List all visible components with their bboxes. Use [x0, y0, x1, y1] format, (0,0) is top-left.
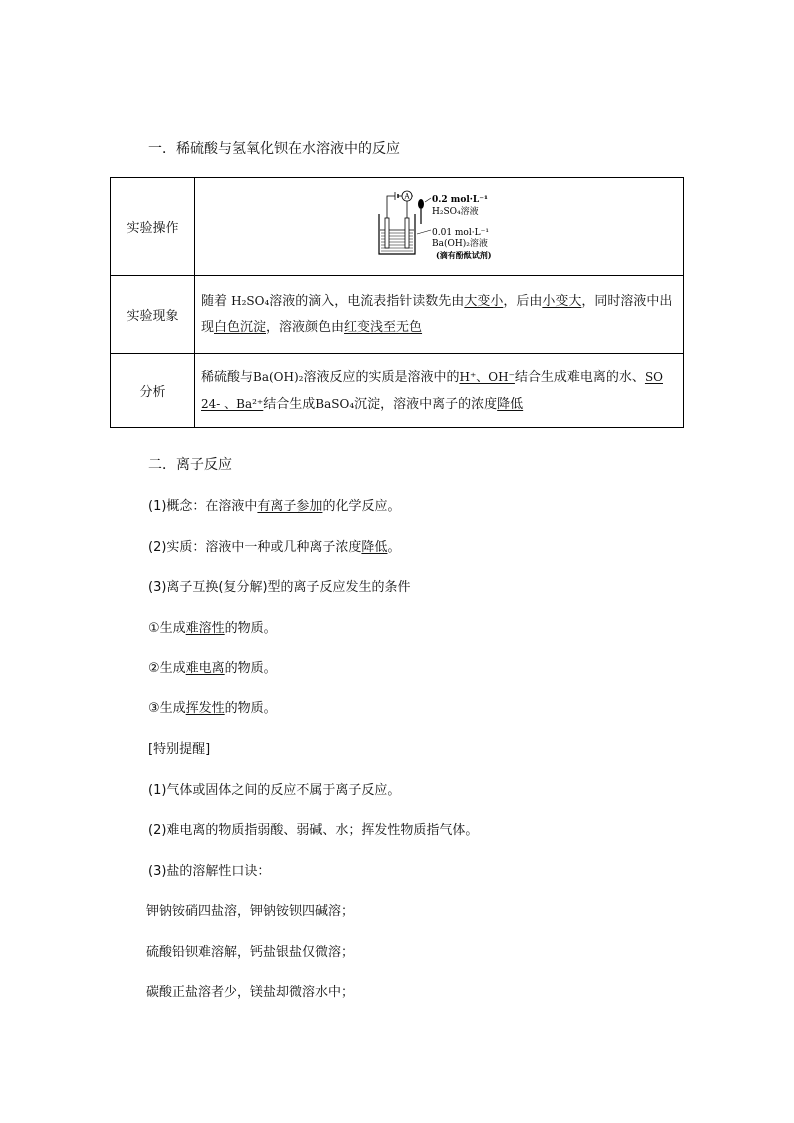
answer-blank: 降低	[497, 396, 524, 412]
text-segment: ②生成	[148, 661, 186, 676]
text-segment: 沉淀，溶液中离子的浓度	[354, 396, 498, 412]
text-segment: 稀硫酸与	[201, 369, 254, 385]
text-segment: 的物质。	[224, 621, 277, 636]
text-segment: 结合生成	[263, 396, 316, 412]
solution2-label: Ba(OH)₂溶液	[432, 238, 488, 249]
tip-2: (2)难电离的物质指弱酸、弱碱、水；挥发性物质指气体。	[148, 823, 479, 838]
text-segment: 结合生成难电离的水、	[514, 369, 645, 385]
answer-blank: 难溶性	[185, 621, 225, 636]
text-segment: ，溶液颜色由	[266, 320, 345, 335]
answer-blank: 挥发性	[185, 701, 225, 716]
answer-blank: 大变小	[464, 294, 504, 309]
dropper-icon	[418, 199, 424, 209]
text-segment: ，同时溶液中出现	[201, 294, 673, 335]
condition-volatile	[148, 697, 277, 716]
text-segment: 溶液反应的实质是溶液中的	[303, 369, 460, 385]
paragraph-concept	[148, 495, 400, 514]
conc1-label: 0.2 mol·L⁻¹	[432, 194, 488, 205]
text-segment: (1)概念：在溶液中	[148, 499, 258, 514]
tip-title: [特别提醒]	[148, 742, 211, 757]
text-segment: 溶液的滴入，电流表指针读数先由	[269, 294, 465, 309]
answer-blank: 降低	[361, 540, 388, 555]
text-segment: (2)实质：溶液中一种或几种离子浓度	[148, 540, 362, 555]
section2-heading: 二．离子反应	[148, 457, 232, 473]
solution1-label: H₂SO₄溶液	[432, 206, 479, 217]
answer-blank: 难电离	[185, 661, 225, 676]
label-phenomenon: 实验现象	[111, 276, 195, 354]
formula-h2so4: H₂SO₄	[231, 294, 270, 308]
text-segment: ，后由	[503, 294, 543, 309]
rhyme-line-2: 硫酸铅钡难溶解，钙盐银盐仅微溶；	[146, 945, 355, 960]
condition-insoluble	[148, 617, 277, 636]
text-segment: 随着	[201, 294, 232, 309]
rhyme-line-1: 钾钠铵硝四盐溶，钾钠铵钡四碱溶；	[146, 904, 355, 919]
text-segment: ③生成	[148, 701, 186, 716]
answer-blank: 24- 、Ba²⁺	[201, 396, 264, 411]
tip-3: (3)盐的溶解性口诀：	[148, 864, 271, 879]
meter-label: A	[404, 192, 410, 200]
answer-blank: 红变浅至无色	[344, 320, 423, 335]
indicator-note: (滴有酚酞试剂)	[436, 249, 492, 260]
answer-blank: SO	[644, 369, 663, 384]
answer-blank: 小变大	[542, 294, 582, 309]
apparatus-figure	[369, 188, 509, 266]
paragraph-conditions: (3)离子互换(复分解)型的离子反应发生的条件	[148, 580, 411, 595]
condition-weak-electrolyte	[148, 657, 277, 676]
formula-baoh2: Ba(OH)₂	[253, 369, 304, 384]
rhyme-line-3: 碳酸正盐溶者少，镁盐却微溶水中；	[146, 985, 355, 1000]
text-segment: 的化学反应。	[322, 499, 401, 514]
answer-blank: H⁺、OH⁻	[459, 369, 515, 384]
label-analysis: 分析	[111, 354, 195, 428]
text-segment: 的物质。	[224, 661, 277, 676]
label-operation: 实验操作	[111, 178, 195, 276]
answer-blank: 白色沉淀	[214, 320, 267, 335]
paragraph-essence	[148, 536, 400, 555]
table-row-operation	[111, 178, 684, 276]
text-segment: 的物质。	[224, 701, 277, 716]
table-row-phenomenon	[111, 276, 684, 354]
section1-heading: 一．稀硫酸与氢氧化钡在水溶液中的反应	[148, 141, 400, 157]
table-row-analysis	[111, 354, 684, 428]
tip-1: (1)气体或固体之间的反应不属于离子反应。	[148, 783, 401, 798]
experiment-table	[110, 177, 684, 428]
analysis-cell	[195, 354, 684, 428]
text-segment: 。	[387, 540, 401, 555]
conc2-label: 0.01 mol·L⁻¹	[432, 227, 489, 238]
formula-baso4: BaSO₄	[315, 396, 355, 411]
text-segment: ①生成	[148, 621, 186, 636]
figure-cell	[195, 178, 684, 276]
answer-blank: 有离子参加	[257, 499, 323, 514]
phenomenon-cell	[195, 276, 684, 354]
